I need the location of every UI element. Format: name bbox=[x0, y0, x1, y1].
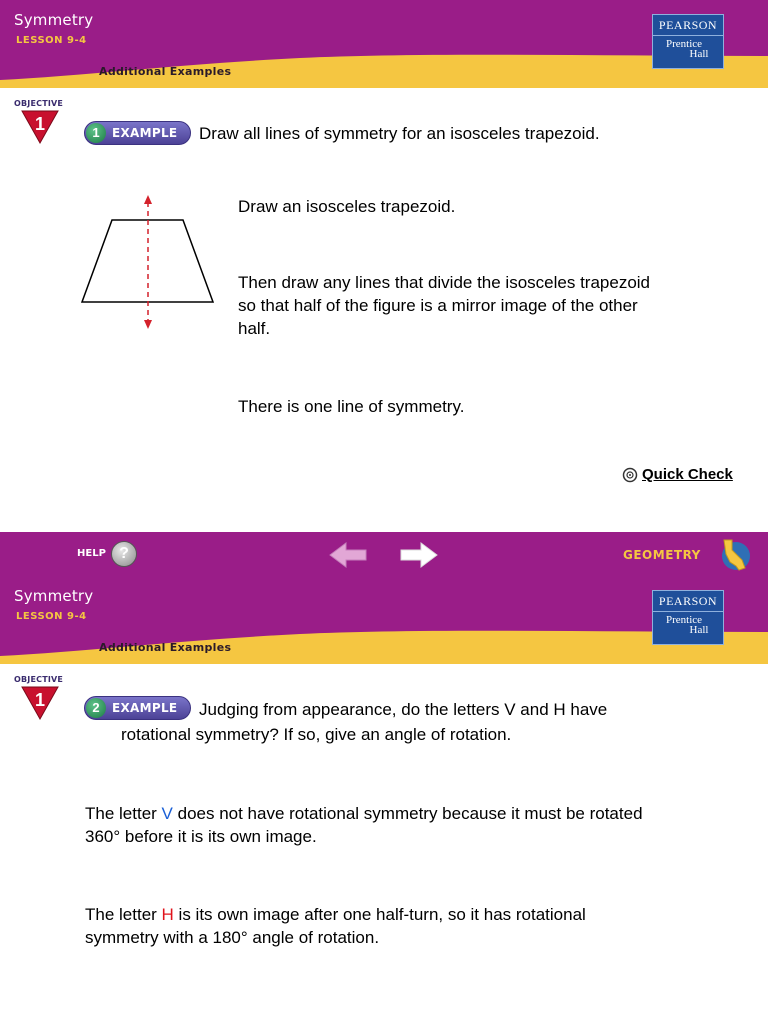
conclusion-text: There is one line of symmetry. bbox=[238, 397, 465, 416]
svg-text:1: 1 bbox=[34, 114, 46, 134]
step-1-text: Draw an isosceles trapezoid. bbox=[238, 197, 456, 216]
answer-v-line-2: 360° before it is its own image. bbox=[85, 827, 317, 846]
header-banner bbox=[0, 0, 768, 88]
section-label: Additional Examples bbox=[99, 641, 232, 654]
answer-h-line-2: symmetry with a 180° angle of rotation. bbox=[85, 928, 380, 947]
objective-badge bbox=[14, 675, 74, 710]
letter-h: H bbox=[161, 905, 174, 924]
example-badge bbox=[84, 121, 191, 145]
lesson-title: Symmetry bbox=[14, 587, 94, 605]
publisher-logo: PEARSON Prentice Hall bbox=[652, 14, 724, 69]
example-label: EXAMPLE bbox=[112, 701, 178, 715]
section-label: Additional Examples bbox=[99, 65, 232, 78]
slide-1 bbox=[0, 0, 768, 510]
question-text: Draw all lines of symmetry for an isosceles trapezoid. bbox=[199, 124, 600, 143]
example-number: 2 bbox=[86, 698, 106, 718]
course-label: GEOMETRY bbox=[623, 548, 701, 562]
slide-2 bbox=[0, 576, 768, 1024]
question-line-1: Judging from appearance, do the letters V and H have bbox=[199, 700, 608, 719]
example-badge bbox=[84, 696, 191, 720]
trapezoid-figure bbox=[78, 192, 220, 334]
help-label: HELP bbox=[77, 548, 106, 559]
svg-text:1: 1 bbox=[34, 690, 46, 710]
quick-check-icon[interactable] bbox=[621, 466, 639, 484]
help-icon[interactable]: ? bbox=[111, 541, 137, 567]
lesson-title: Symmetry bbox=[14, 11, 94, 29]
objective-badge bbox=[14, 99, 74, 134]
step-2-line-3: half. bbox=[238, 319, 271, 338]
answer-h-line-1: The letter H is its own image after one half-turn, so it has rotational bbox=[85, 905, 586, 924]
axis-arrow-bottom bbox=[144, 320, 152, 329]
axis-arrow-top bbox=[144, 195, 152, 204]
quick-check-link[interactable]: Quick Check bbox=[642, 466, 733, 483]
step-2-line-2: so that half of the figure is a mirror image of the other bbox=[238, 296, 638, 315]
example-number: 1 bbox=[86, 123, 106, 143]
california-map-icon bbox=[714, 536, 754, 574]
back-arrow-icon[interactable] bbox=[328, 541, 368, 569]
objective-number-icon bbox=[21, 110, 59, 144]
lesson-number: LESSON 9-4 bbox=[16, 611, 87, 622]
lesson-number: LESSON 9-4 bbox=[16, 35, 87, 46]
publisher-logo: PEARSON Prentice Hall bbox=[652, 590, 724, 645]
example-label: EXAMPLE bbox=[112, 126, 178, 140]
navigation-bar bbox=[0, 532, 768, 576]
answer-v-line-1: The letter V does not have rotational symmetry because it must be rotated bbox=[85, 804, 643, 823]
question-line-2: rotational symmetry? If so, give an angle of rotation. bbox=[121, 725, 512, 744]
objective-label: OBJECTIVE bbox=[14, 99, 64, 108]
objective-label: OBJECTIVE bbox=[14, 675, 64, 684]
forward-arrow-icon[interactable] bbox=[399, 541, 439, 569]
objective-number-icon bbox=[21, 686, 59, 720]
step-2-line-1: Then draw any lines that divide the isosceles trapezoid bbox=[238, 273, 651, 292]
letter-v: V bbox=[161, 804, 173, 823]
header-banner bbox=[0, 576, 768, 664]
